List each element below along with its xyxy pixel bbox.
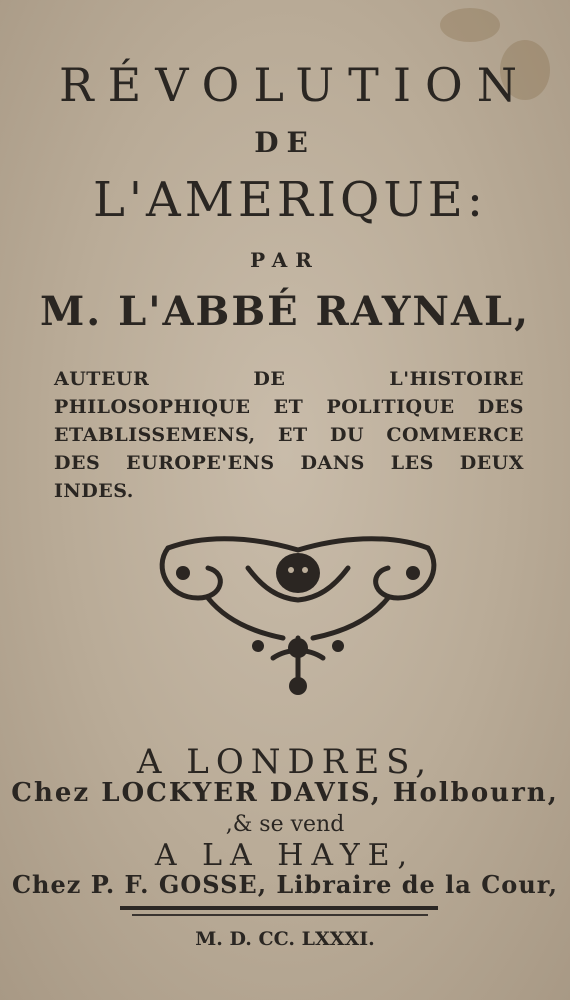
imprint-davis: Chez LOCKYER DAVIS, Holbourn, bbox=[11, 778, 559, 808]
title-revolution: RÉVOLUTION bbox=[59, 58, 531, 112]
imprint-london: A LONDRES, bbox=[136, 742, 434, 782]
title-amerique: L'AMERIQUE: bbox=[92, 172, 488, 228]
title-de: DE bbox=[254, 126, 316, 159]
author-name: M. L'ABBÉ RAYNAL, bbox=[39, 288, 531, 335]
author-description: AUTEUR DE L'HISTOIRE PHILOSOPHIQUE ET POLITIQUE DES ETABLISSEMENS, ET DU COMMERCE DES EUROPE'ENS DANS LES DEUX INDES. bbox=[54, 368, 524, 502]
printers-ornament bbox=[148, 528, 448, 698]
publication-date: M. D. CC. LXXXI. bbox=[195, 928, 375, 950]
divider-rule bbox=[120, 906, 438, 910]
imprint-gosse: Chez P. F. GOSSE, Libraire de la Cour, bbox=[11, 870, 559, 899]
foxing-stain bbox=[440, 8, 500, 42]
title-par: PAR bbox=[250, 248, 320, 272]
imprint-la-haye: A LA HAYE, bbox=[154, 838, 416, 873]
divider-rule-thin bbox=[132, 914, 428, 916]
imprint-se-vend: ,& se vend bbox=[225, 812, 345, 837]
